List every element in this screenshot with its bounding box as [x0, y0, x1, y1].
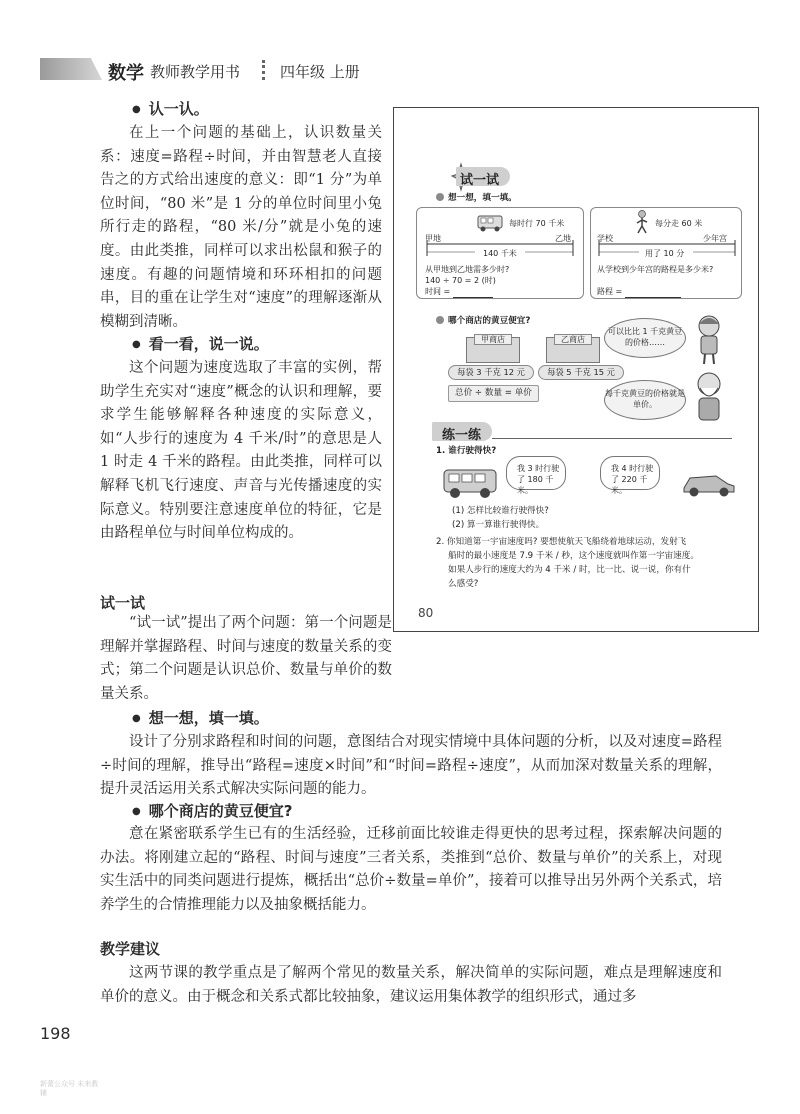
panel2-speed: 每分走 60 米 [655, 219, 703, 228]
practice-q2-line4: 么感受? [448, 579, 479, 589]
book-grade: 四年级 上册 [280, 63, 360, 81]
girl-character-icon [692, 314, 726, 366]
price-tag-b: 每袋 5 千克 15 元 [538, 365, 624, 380]
paragraph-recognize: 在上一个问题的基础上，认识数量关系：速度=路程÷时间，并由智慧老人直接告之的方式给出速度的意义：即“1 分”为单位时间，“80 米”是 1 分的单位时间里小兔所行走的路程，“80 米/分”就是小兔的速度。由此类推，同样可以求出松鼠和猴子的速度。有趣的问题情境和环环相扣的问题串，目的重在让学生对“速度”的理解逐渐从模糊到清晰。 [100, 125, 382, 330]
price-tag-a: 每袋 3 千克 12 元 [448, 365, 534, 380]
walking-child-icon [635, 210, 649, 234]
panel1-calc: 140 ÷ 70 = 2 (时) [425, 276, 496, 285]
bus-icon [477, 215, 503, 233]
speech-bubble-girl: 可以比比 1 千克黄豆的价格…… [604, 318, 686, 358]
panel2-end: 少年宫 [703, 234, 727, 243]
paragraph-try: “试一试”提出了两个问题：第一个问题是理解并掌握路程、时间与速度的数量关系的变式；第二个问题是认识总价、数量与单价的数量关系。 [100, 615, 392, 702]
panel1-answer: 时间 = [425, 285, 493, 298]
route-panel [590, 207, 742, 299]
bullet-recognize: ● 认一认。 [132, 98, 209, 119]
section-heading-try: 试一试 [100, 594, 146, 612]
q2-title: 哪个商店的黄豆便宜? [436, 315, 530, 328]
practice-q1-sub1: (1) 怎样比较谁行驶得快? [452, 506, 549, 516]
section-heading-suggestions: 教学建议 [100, 940, 161, 958]
header-decoration [40, 58, 102, 80]
practice-q1-sub2: (2) 算一算谁行驶得快。 [452, 520, 545, 530]
panel2-answer: 路程 = [597, 285, 681, 298]
paragraph-which-shop: 意在紧密联系学生已有的生活经验，迁移前面比较谁走得更快的思考过程，探索解决问题的办法。将刚建立起的“路程、时间与速度”三者关系，类推到“总价、数量与单价”的关系上，对现实生活中的同类问题进行提炼，概括出“总价÷数量=单价”，接着可以推导出另外两个关系式，培养学生的合情推理能力以及抽象概括能力。 [100, 826, 722, 913]
panel1-question: 从甲地到乙地需多少时? [425, 265, 510, 274]
bus-speech-bubble: 我 3 时行驶了 180 千米。 [506, 456, 566, 490]
bus-vehicle-icon [442, 466, 500, 500]
textbook-page-figure [393, 107, 759, 632]
paragraph-look-say: 这个问题为速度选取了丰富的实例，帮助学生充实对“速度”概念的认识和理解，要求学生能够解释各种速度的实际意义，如“人步行的速度为 4 千米/时”的意思是人 1 时走 4 千米的路程。由此类推，同样可以解释飞机飞行速度、声音与光传播速度的实际意义。特别要注意速度单位的特征，它是由路程单位与时间单位构成的。 [100, 360, 382, 542]
shop-a-sign: 甲商店 [474, 334, 512, 345]
panel1-speed: 每时行 70 千米 [509, 219, 565, 228]
textbook-page-number: 80 [418, 606, 434, 620]
shop-b-sign: 乙商店 [554, 334, 592, 345]
practice-divider [492, 438, 732, 439]
panel1-start: 甲地 [425, 234, 441, 243]
paragraph-think-fill: 设计了分别求路程和时间的问题，意图结合对现实情境中具体问题的分析，以及对速度=路程÷时间的理解，推导出“路程=速度×时间”和“时间=路程÷速度”，从而加深对数量关系的理解，提升灵活运用关系式解决实际问题的能力。 [100, 734, 722, 798]
header-divider [262, 60, 268, 80]
practice-q1-title: 1. 谁行驶得快? [436, 446, 497, 456]
watermark: 新蕾公众号 未来教辅 [40, 1080, 99, 1097]
page-number: 198 [40, 1024, 71, 1043]
bullet-dot-icon [436, 193, 444, 201]
bullet-look-say: ● 看一看，说一说。 [132, 333, 269, 354]
car-vehicle-icon [680, 470, 736, 498]
book-subject: 数学 [108, 63, 144, 84]
paragraph-suggestions: 这两节课的教学重点是了解两个常见的数量关系，解决简单的实际问题，难点是理解速度和单价的意义。由于概念和关系式都比较抽象，建议运用集体教学的组织形式，通过多 [100, 965, 722, 1005]
bullet-which-shop: ● 哪个商店的黄豆便宜? [132, 800, 292, 821]
bullet-think-fill: ● 想一想，填一填。 [132, 707, 269, 728]
try-heading: 试一试 [460, 173, 500, 188]
panel2-question: 从学校到少年宫的路程是多少米? [597, 265, 714, 274]
q1-title: 想一想，填一填。 [436, 192, 517, 205]
distance-panel [416, 207, 584, 299]
practice-q2-line2: 船时的最小速度是 7.9 千米 / 秒，这个速度就叫作第一宇宙速度。 [448, 551, 699, 561]
panel1-end: 乙地 [555, 234, 571, 243]
panel1-distance: 140 千米 [483, 249, 517, 258]
unit-price-formula: 总价 ÷ 数量 = 单价 [448, 385, 539, 402]
panel2-time: 用了 10 分 [645, 249, 685, 258]
book-subtitle: 教师教学用书 [150, 63, 241, 81]
panel2-start: 学校 [597, 234, 613, 243]
answer-blank [453, 289, 493, 298]
bullet-dot-icon [436, 316, 444, 324]
practice-q2-line1: 2. 你知道第一宇宙速度吗? 要想使航天飞船绕着地球运动，发射飞 [436, 537, 687, 547]
answer-blank [625, 289, 681, 298]
practice-heading: 练一练 [442, 428, 482, 443]
practice-q2-line3: 如果人步行的速度大约为 4 千米 / 时，比一比、说一说，你有什 [448, 565, 691, 575]
speech-bubble-elder: 每千克黄豆的价格就是单价。 [604, 380, 686, 420]
wise-elder-icon [690, 370, 728, 424]
car-speech-bubble: 我 4 时行驶了 220 千米。 [600, 456, 660, 490]
